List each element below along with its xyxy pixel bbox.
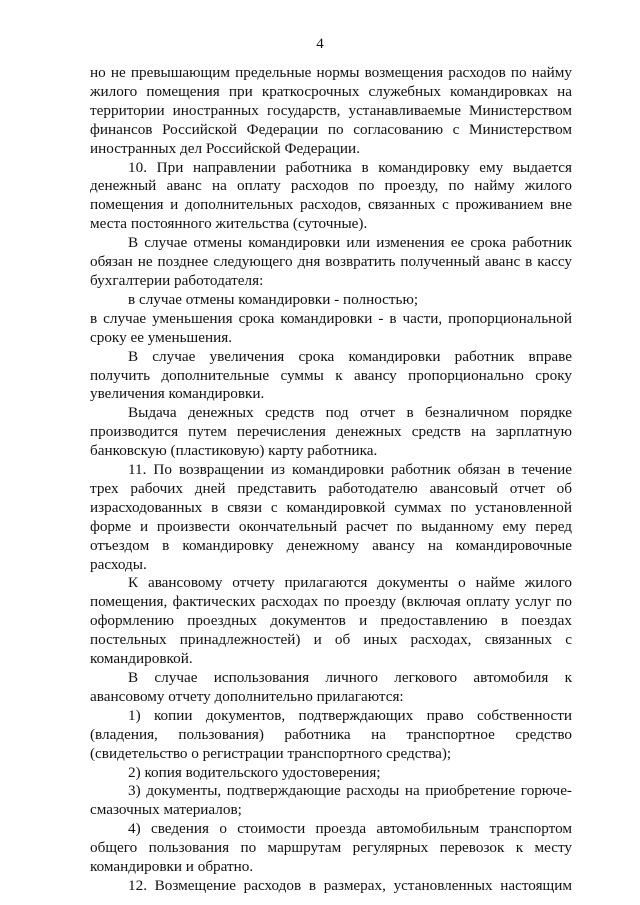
paragraph: 11. По возвращении из командировки работник обязан в течение трех рабочих дней представить работодателю авансовый отчет об израсходованных в связи с командировкой суммах по установленной форме и произвести окончательный расчет по выданному ему перед отъездом в командировку денежному авансу на командировочные расходы.: [90, 461, 572, 573]
paragraph: 4) сведения о стоимости проезда автомобильным транспортом общего пользования по маршрутам регулярных перевозок к месту командировки и обратно.: [90, 820, 572, 876]
paragraph: в случае уменьшения срока командировки - в части, пропорциональной сроку ее уменьшения.: [90, 309, 572, 346]
paragraph: В случае увеличения срока командировки работник вправе получить дополнительные суммы к авансу пропорционально сроку увеличения командировки.: [90, 347, 572, 403]
paragraph: Выдача денежных средств под отчет в безналичном порядке производится путем перечисления денежных средств на зарплатную банковскую (пластиковую) карту работника.: [90, 404, 572, 460]
paragraph: но не превышающим предельные нормы возмещения расходов по найму жилого помещения при краткосрочных служебных командировках на территории иностранных государств, устанавливаемые Министерством финансов Российской Федерации по согласованию с Министерством иностранных дел Российской Федерации.: [90, 64, 572, 157]
paragraph: 10. При направлении работника в командировку ему выдается денежный аванс на оплату расходов по проезду, по найму жилого помещения и дополнительных расходов, связанных с проживанием вне места постоянного жительства (суточные).: [90, 158, 572, 233]
paragraph: 12. Возмещение расходов в размерах, установленных настоящим: [128, 876, 572, 894]
paragraph: В случае использования личного легкового автомобиля к авансовому отчету дополнительно прилагаются:: [90, 669, 572, 705]
document-body: [90, 64, 572, 896]
paragraph: В случае отмены командировки или изменения ее срока работник обязан не позднее следующего дня возвратить полученный аванс в кассу бухгалтерии работодателя:: [90, 234, 572, 289]
paragraph: К авансовому отчету прилагаются документы о найме жилого помещения, фактических расходах по проезду (включая оплату услуг по оформлению проездных документов и предоставлению в поездах постельных принадлежностей) и об иных расходах, связанных с командировкой.: [90, 574, 572, 668]
paragraph: 2) копия водительского удостоверения;: [128, 763, 381, 781]
page-number: 4: [316, 36, 324, 52]
paragraph: 1) копии документов, подтверждающих право собственности (владения, пользования) работника на транспортное средство (свидетельство о регистрации транспортного средства);: [90, 706, 572, 762]
paragraph: в случае отмены командировки - полностью;: [128, 290, 419, 308]
paragraph: 3) документы, подтверждающие расходы на приобретение горюче-смазочных материалов;: [90, 782, 572, 819]
